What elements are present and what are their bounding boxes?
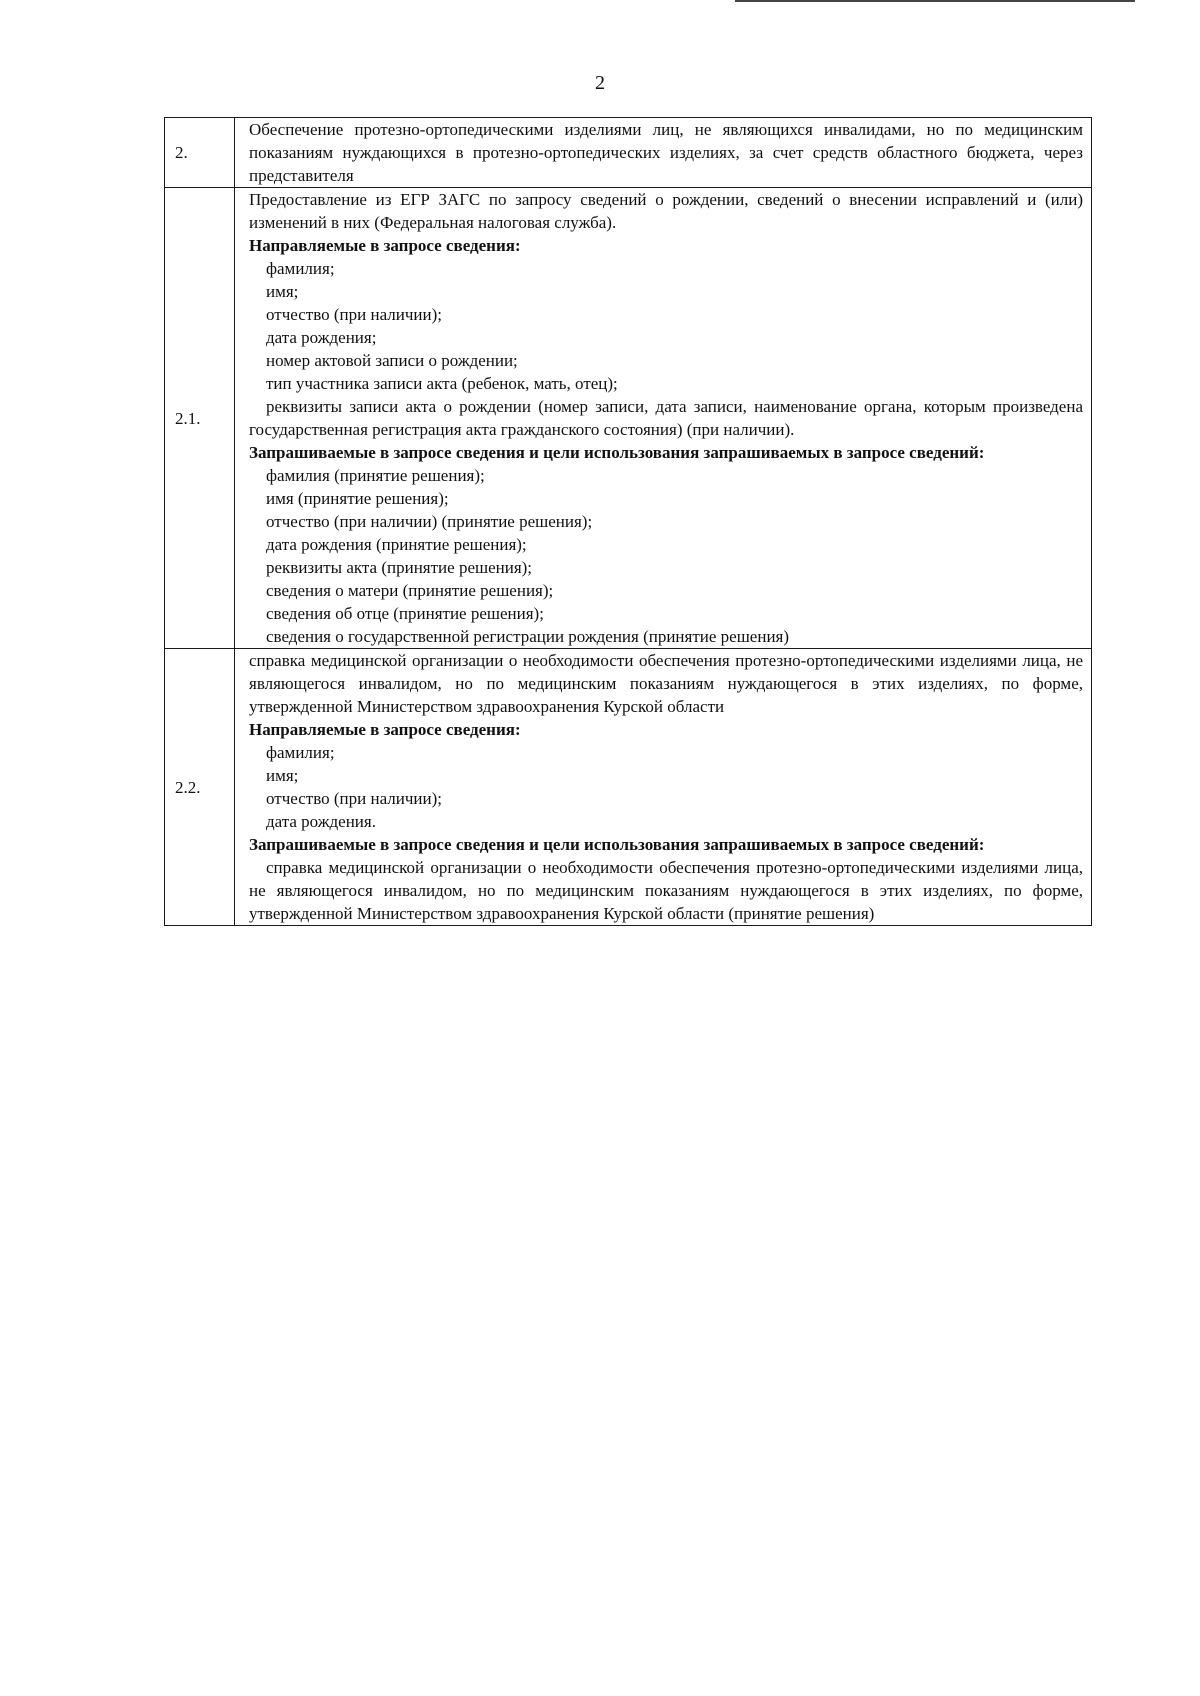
requested-info-heading: Запрашиваемые в запросе сведения и цели использования запрашиваемых в запросе сведений: — [249, 443, 985, 462]
list-item: дата рождения; — [266, 328, 377, 347]
list-item: фамилия; — [266, 743, 335, 762]
list-item: дата рождения. — [266, 812, 376, 831]
requested-info-text: справка медицинской организации о необходимости обеспечения протезно-ортопедическими изделиями лица, не являющегося инвалидом, но по медицинским показаниям нуждающегося в этих изделиях, по форме, утвержденной Министерством здравоохранения Курской области (принятие решения) — [249, 858, 1083, 923]
list-item: номер актовой записи о рождении; — [266, 351, 518, 370]
row-content — [235, 649, 1092, 926]
list-item: дата рождения (принятие решения); — [266, 535, 527, 554]
requested-info-heading: Запрашиваемые в запросе сведения и цели использования запрашиваемых в запросе сведений: — [249, 835, 985, 854]
list-item: тип участника записи акта (ребенок, мать, отец); — [266, 374, 618, 393]
list-item: имя (принятие решения); — [266, 489, 449, 508]
request-intro: Предоставление из ЕГР ЗАГС по запросу сведений о рождении, сведений о внесении исправлений и (или) изменений в них (Федеральная налоговая служба). — [249, 190, 1083, 232]
list-item: сведения об отце (принятие решения); — [266, 604, 544, 623]
services-table — [164, 117, 1092, 926]
list-item: отчество (при наличии); — [266, 789, 442, 808]
list-item: отчество (при наличии) (принятие решения); — [266, 512, 593, 531]
row-content — [235, 118, 1092, 188]
sent-info-heading: Направляемые в запросе сведения: — [249, 236, 521, 255]
table-row-2 — [165, 118, 1092, 188]
table-row-2-2 — [165, 649, 1092, 926]
list-item: сведения о государственной регистрации рождения (принятие решения) — [266, 627, 790, 646]
list-item: реквизиты акта (принятие решения); — [266, 558, 533, 577]
row-content — [235, 188, 1092, 649]
list-item: отчество (при наличии); — [266, 305, 442, 324]
table-row-2-1 — [165, 188, 1092, 649]
list-item: имя; — [266, 766, 299, 785]
top-edge-rule — [735, 0, 1135, 2]
list-item: фамилия (принятие решения); — [266, 466, 485, 485]
service-description: Обеспечение протезно-ортопедическими изделиями лиц, не являющихся инвалидами, но по медицинским показаниям нуждающихся в протезно-ортопедических изделиях, за счет средств областного бюджета, через представителя — [249, 120, 1083, 185]
list-item: сведения о матери (принятие решения); — [266, 581, 554, 600]
list-item: фамилия; — [266, 259, 335, 278]
sent-info-heading: Направляемые в запросе сведения: — [249, 720, 521, 739]
list-item: реквизиты записи акта о рождении (номер записи, дата записи, наименование органа, которым произведена государственная регистрация акта гражданского состояния) (при наличии). — [249, 397, 1083, 439]
page-number: 2 — [595, 72, 605, 94]
row-number: 2.2. — [165, 649, 235, 926]
row-number: 2.1. — [165, 188, 235, 649]
row-number: 2. — [165, 118, 235, 188]
request-intro: справка медицинской организации о необходимости обеспечения протезно-ортопедическими изделиями лица, не являющегося инвалидом, но по медицинским показаниям нуждающегося в этих изделиях, по форме, утвержденной Министерством здравоохранения Курской области — [249, 651, 1083, 716]
list-item: имя; — [266, 282, 299, 301]
